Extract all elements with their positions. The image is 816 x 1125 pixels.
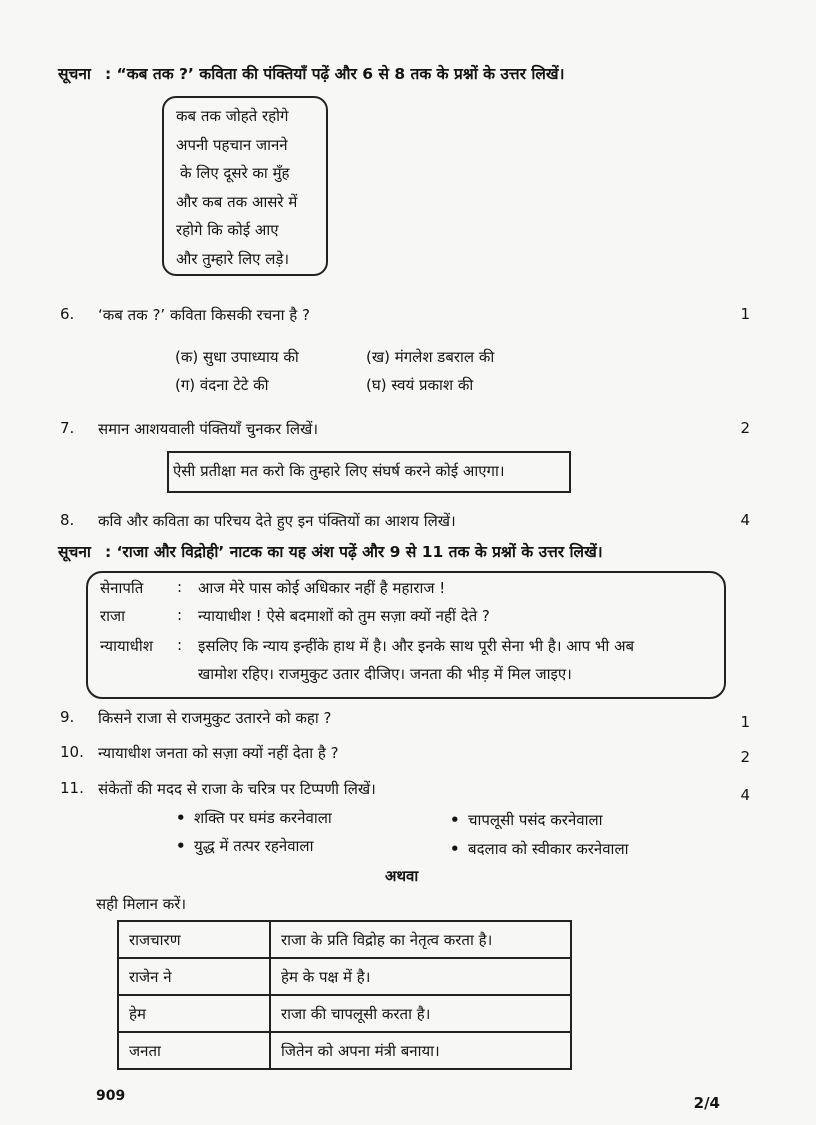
question-number: 8. xyxy=(60,511,75,529)
table-row xyxy=(118,1032,571,1069)
hint-bullet: • चापलूसी पसंद करनेवाला xyxy=(450,811,603,829)
option-b: (ख) मंगलेश डबराल की xyxy=(366,348,495,366)
notice-text: : ‘राजा और विद्रोही’ नाटक का यह अंश पढ़ें और 9 से 11 तक के प्रश्नों के उत्तर लिखें। xyxy=(104,543,603,561)
speaker-name: राजा xyxy=(100,607,126,625)
table-cell: जितेन को अपना मंत्री बनाया। xyxy=(270,1032,571,1069)
dialog-text: न्यायाधीश ! ऐसे बदमाशों को तुम सज़ा क्यों नहीं देते ? xyxy=(198,607,490,625)
hint-bullet: • शक्ति पर घमंड करनेवाला xyxy=(176,809,332,827)
poem-line: अपनी पहचान जानने xyxy=(176,135,288,154)
notice-1 xyxy=(58,62,564,84)
table-cell: जनता xyxy=(118,1032,270,1069)
speaker-name: सेनापति xyxy=(100,579,144,597)
question-text: संकेतों की मदद से राजा के चरित्र पर टिप्पणी लिखें। xyxy=(98,780,376,798)
table-cell: राजा के प्रति विद्रोह का नेतृत्व करता है। xyxy=(270,921,571,958)
table-cell: राजचारण xyxy=(118,921,270,958)
poem-line: कब तक जोहते रहोगे xyxy=(176,107,289,125)
table-cell: राजा की चापलूसी करता है। xyxy=(270,995,571,1032)
poem-line: रहोगे कि कोई आए xyxy=(176,221,279,239)
notice-2 xyxy=(58,540,603,562)
poem-box xyxy=(162,96,328,276)
option-a: (क) सुधा उपाध्याय की xyxy=(175,348,299,366)
poem-line: और कब तक आसरे में xyxy=(176,192,298,211)
dialog-text: खामोश रहिए। राजमुकुट उतार दीजिए। जनता की भीड़ में मिल जाइए। xyxy=(198,665,572,683)
question-marks: 1 xyxy=(740,305,750,323)
question-text: किसने राजा से राजमुकुट उतारने को कहा ? xyxy=(98,709,332,727)
notice-label: सूचना xyxy=(58,543,91,561)
colon: : xyxy=(177,606,183,624)
question-text: कवि और कविता का परिचय देते हुए इन पंक्तियों का आशय लिखें। xyxy=(98,512,456,530)
question-number: 7. xyxy=(60,419,75,437)
or-label: अथवा xyxy=(385,867,419,885)
question-number: 11. xyxy=(60,779,84,797)
question-marks: 2 xyxy=(740,419,750,437)
speaker-name: न्यायाधीश xyxy=(100,637,153,655)
notice-text: : “कब तक ?’ कविता की पंक्तियाँ पढ़ें और 6 से 8 तक के प्रश्नों के उत्तर लिखें। xyxy=(104,65,565,83)
poem-line: और तुम्हारे लिए लड़े। xyxy=(176,249,290,268)
option-d: (घ) स्वयं प्रकाश की xyxy=(366,376,474,394)
notice-label: सूचना xyxy=(58,65,91,83)
question-text: न्यायाधीश जनता को सज़ा क्यों नहीं देता है ? xyxy=(98,744,339,762)
dialog-text: आज मेरे पास कोई अधिकार नहीं है महाराज ! xyxy=(198,579,446,597)
poem-line: के लिए दूसरे का मुँह xyxy=(180,164,290,182)
match-table xyxy=(117,920,572,1070)
table-cell: राजेन ने xyxy=(118,958,270,995)
question-text: समान आशयवाली पंक्तियाँ चुनकर लिखें। xyxy=(98,420,318,438)
question-number: 10. xyxy=(60,743,84,761)
colon: : xyxy=(177,578,183,596)
hint-bullet: • युद्ध में तत्पर रहनेवाला xyxy=(176,837,314,855)
paper-code: 909 xyxy=(96,1088,126,1104)
question-marks: 4 xyxy=(740,786,750,804)
table-cell: हेम के पक्ष में है। xyxy=(270,958,571,995)
match-instruction: सही मिलान करें। xyxy=(96,895,187,913)
page-number: 2/4 xyxy=(693,1094,720,1112)
table-row xyxy=(118,995,571,1032)
table-cell: हेम xyxy=(118,995,270,1032)
dialog-text: इसलिए कि न्याय इन्हींके हाथ में है। और इनके साथ पूरी सेना भी है। आप भी अब xyxy=(198,637,635,655)
hint-bullet: • बदलाव को स्वीकार करनेवाला xyxy=(450,840,629,858)
table-row xyxy=(118,921,571,958)
question-number: 6. xyxy=(60,305,75,323)
question-number: 9. xyxy=(60,708,75,726)
question-marks: 4 xyxy=(740,511,750,529)
colon: : xyxy=(177,636,183,654)
table-row xyxy=(118,958,571,995)
question-marks: 2 xyxy=(740,748,750,766)
sentence-box: ऐसी प्रतीक्षा मत करो कि तुम्हारे लिए संघर्ष करने कोई आएगा। xyxy=(167,451,571,493)
option-c: (ग) वंदना टेटे की xyxy=(175,376,269,394)
question-marks: 1 xyxy=(740,713,750,731)
question-text: ‘कब तक ?’ कविता किसकी रचना है ? xyxy=(98,306,310,324)
